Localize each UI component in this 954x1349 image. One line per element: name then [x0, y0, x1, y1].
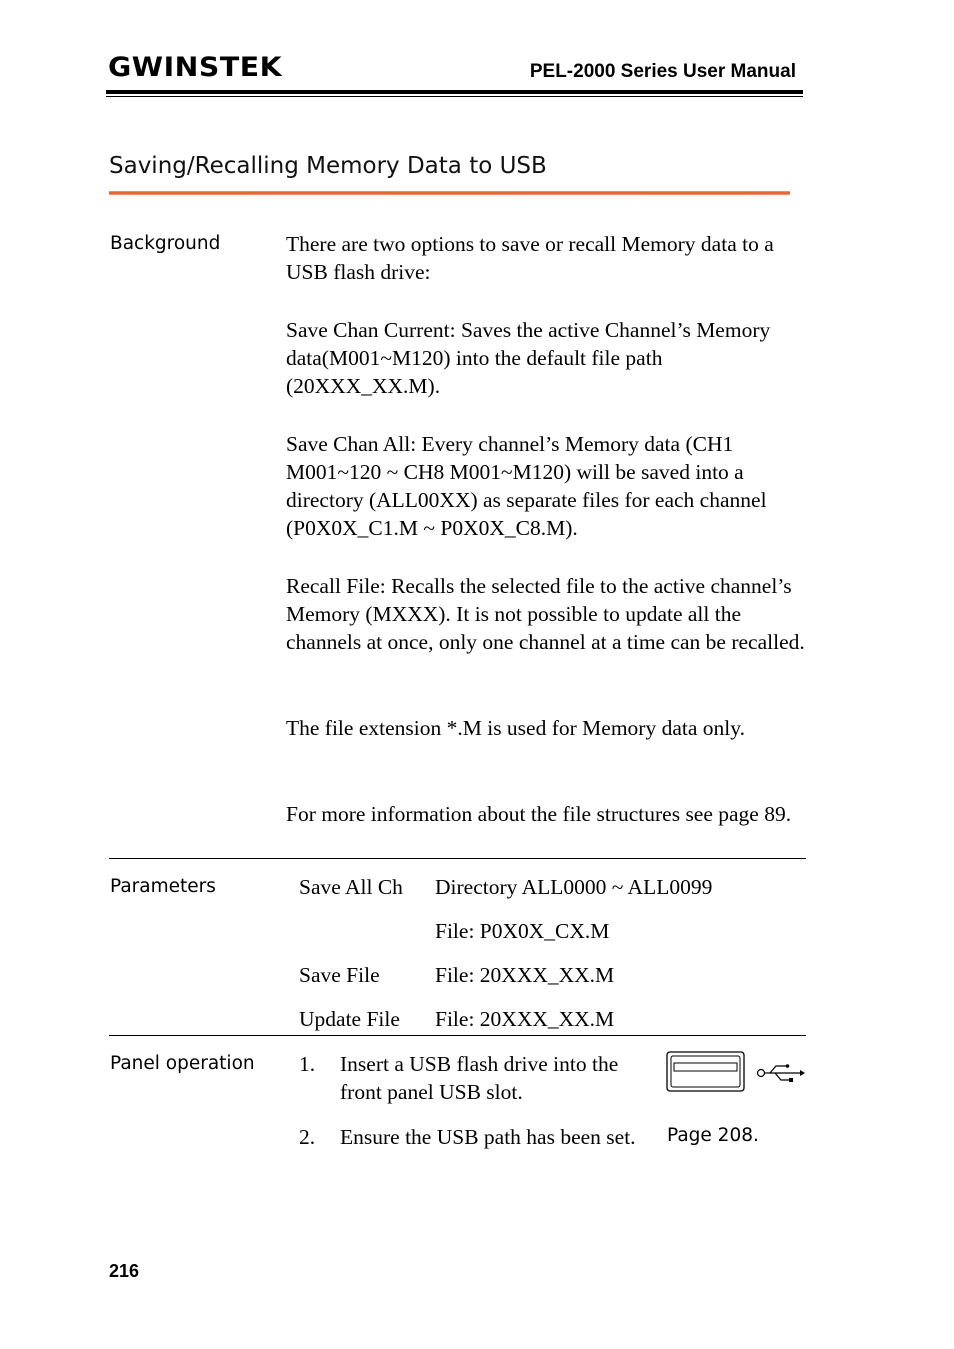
usb-slot-icon [666, 1051, 745, 1092]
step-number: 2. [299, 1125, 316, 1149]
section-divider [109, 858, 806, 859]
background-paragraph-2: Save Chan Current: Saves the active Channel’s Memory data(M001~M120) into the default file path (20XXX_XX.M). [286, 318, 771, 398]
step-number: 1. [299, 1052, 316, 1076]
param-name: Save All Ch [299, 875, 403, 899]
param-name: Update File [299, 1007, 400, 1031]
background-paragraph-6: For more information about the file structures see page 89. [286, 802, 792, 826]
header-divider [106, 90, 803, 94]
background-paragraph-5: The file extension *.M is used for Memory data only. [286, 716, 745, 740]
page-reference: Page 208. [667, 1125, 759, 1146]
header-divider-thin [106, 96, 803, 97]
step-text: Ensure the USB path has been set. [340, 1125, 636, 1149]
param-value: Directory ALL0000 ~ ALL0099 [435, 875, 713, 899]
background-paragraph-4: Recall File: Recalls the selected file to the active channel’s Memory (MXXX). It is not possible to update all the channels at once, only one channel at a time can be recalled. [286, 574, 805, 654]
param-value: File: P0X0X_CX.M [435, 919, 610, 943]
background-paragraph-3: Save Chan All: Every channel’s Memory data (CH1 M001~120 ~ CH8 M001~M120) will be saved into a directory (ALL00XX) as separate files for each channel (P0X0X_C1.M ~ P0X0X_C8.M). [286, 432, 767, 540]
usb-symbol-icon [756, 1061, 806, 1085]
section-title-underline [109, 191, 790, 195]
logo-text: GWINSTEK [108, 52, 283, 83]
param-value: File: 20XXX_XX.M [435, 1007, 615, 1031]
brand-logo [108, 52, 283, 83]
section-title: Saving/Recalling Memory Data to USB [109, 153, 547, 179]
manual-title: PEL-2000 Series User Manual [529, 61, 796, 82]
step-text: Insert a USB flash drive into the front panel USB slot. [340, 1052, 619, 1104]
panel-operation-label: Panel operation [110, 1053, 255, 1074]
param-value: File: 20XXX_XX.M [435, 963, 615, 987]
section-divider [109, 1035, 806, 1036]
background-paragraph-1: There are two options to save or recall Memory data to a USB flash drive: [286, 232, 774, 284]
background-label: Background [110, 233, 221, 254]
page-number: 216 [109, 1261, 140, 1281]
parameters-label: Parameters [110, 876, 216, 897]
param-name: Save File [299, 963, 380, 987]
